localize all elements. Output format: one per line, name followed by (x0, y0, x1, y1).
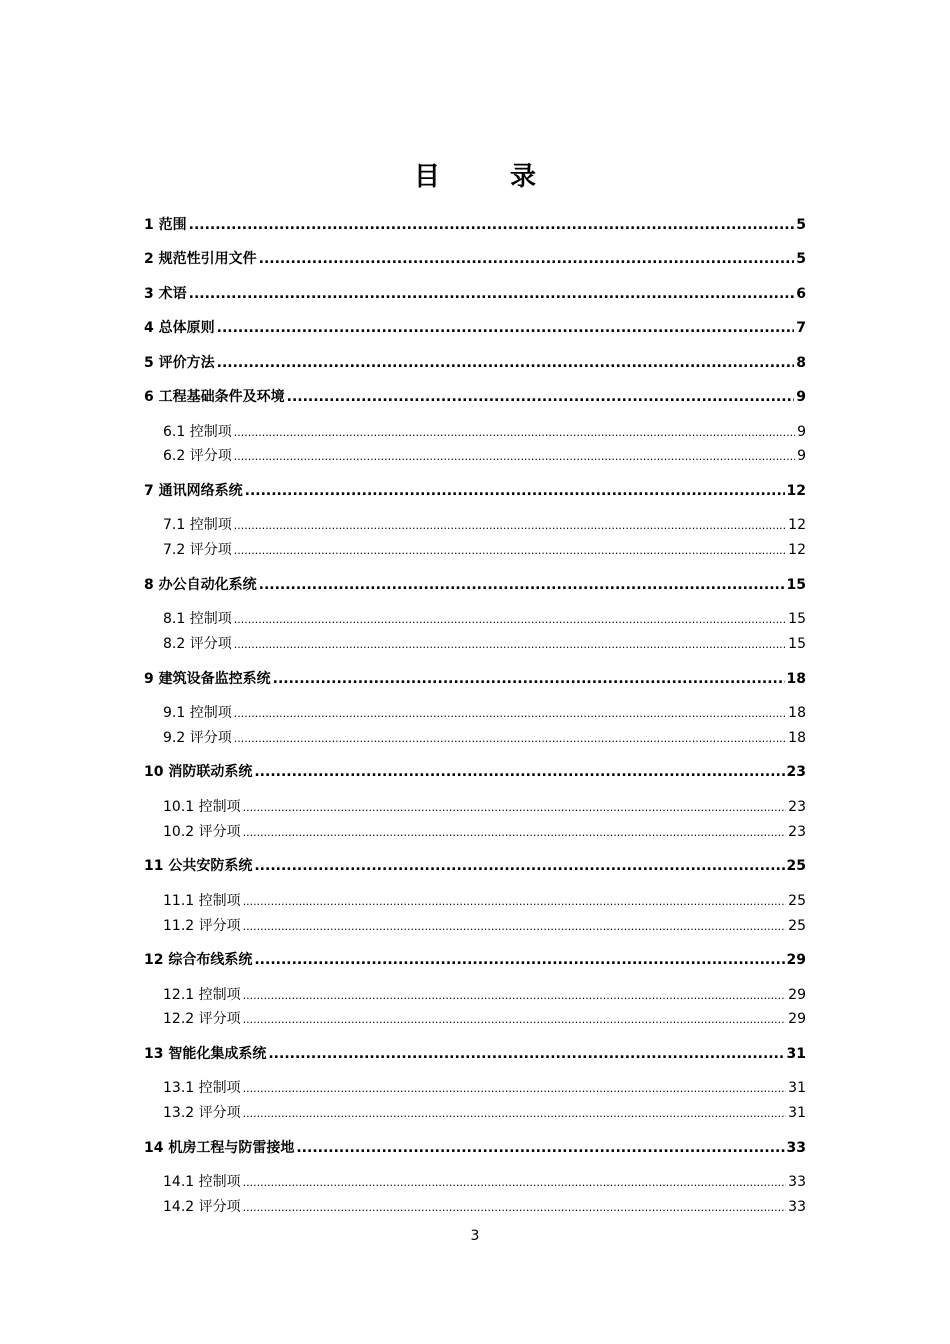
toc-entry-section (163, 539, 806, 559)
toc-entry-page: 18 (786, 671, 806, 687)
toc-entry-label: 9 建筑设备监控系统 (144, 671, 271, 687)
toc-leader-dots (234, 424, 795, 440)
toc-leader-dots (234, 448, 795, 464)
toc-entry-section (163, 608, 806, 628)
toc-entry-page: 31 (788, 1080, 806, 1096)
toc-entry-chapter (144, 761, 806, 781)
toc-entry-section (163, 727, 806, 747)
toc-leader-dots (254, 764, 784, 780)
toc-entry-page: 31 (788, 1105, 806, 1121)
toc-leader-dots (217, 355, 795, 371)
toc-leader-dots (243, 1011, 787, 1027)
toc-entry-label: 1 范围 (144, 217, 187, 233)
toc-entry-page: 5 (796, 217, 806, 233)
toc-leader-dots (259, 251, 795, 267)
toc-entry-page: 7 (796, 320, 806, 336)
toc-entry-label: 6.1 控制项 (163, 424, 232, 440)
toc-entry-page: 6 (796, 286, 806, 302)
toc-leader-dots (268, 1046, 784, 1062)
toc-entry-chapter (144, 1137, 806, 1157)
toc-entry-page: 9 (797, 448, 806, 464)
toc-entry-page: 31 (786, 1046, 806, 1062)
toc-entry-page: 25 (786, 858, 806, 874)
page-title: 目 录 (413, 162, 558, 192)
toc-entry-label: 10.1 控制项 (163, 799, 241, 815)
toc-leader-dots (243, 918, 787, 934)
toc-entry-chapter (144, 1043, 806, 1063)
toc-entry-section (163, 702, 806, 722)
toc-entry-page: 12 (786, 483, 806, 499)
toc-entry-page: 18 (788, 730, 806, 746)
toc-entry-label: 7 通讯网络系统 (144, 483, 243, 499)
toc-entry-page: 12 (788, 542, 806, 558)
toc-entry-page: 29 (786, 952, 806, 968)
toc-entry-label: 11 公共安防系统 (144, 858, 253, 874)
toc-leader-dots (189, 286, 795, 302)
toc-entry-label: 4 总体原则 (144, 320, 215, 336)
toc-leader-dots (243, 1199, 787, 1215)
toc-entry-page: 33 (788, 1174, 806, 1190)
toc-entry-section (163, 421, 806, 441)
toc-entry-label: 14 机房工程与防雷接地 (144, 1140, 295, 1156)
toc-leader-dots (243, 987, 787, 1003)
toc-leader-dots (234, 705, 786, 721)
toc-entry-section (163, 1102, 806, 1122)
toc-leader-dots (259, 577, 785, 593)
toc-entry-page: 29 (788, 987, 806, 1003)
toc-entry-page: 5 (796, 251, 806, 267)
toc-leader-dots (189, 217, 795, 233)
toc-entry-chapter (144, 949, 806, 969)
toc-leader-dots (243, 824, 787, 840)
toc-entry-section (163, 1171, 806, 1191)
toc-leader-dots (243, 1105, 787, 1121)
toc-entry-chapter (144, 855, 806, 875)
toc-entry-label: 2 规范性引用文件 (144, 251, 257, 267)
toc-leader-dots (254, 858, 784, 874)
toc-entry-page: 9 (796, 389, 806, 405)
toc-entry-page: 9 (797, 424, 806, 440)
toc-entry-page: 15 (788, 636, 806, 652)
toc-entry-chapter (144, 574, 806, 594)
toc-entry-label: 7.2 评分项 (163, 542, 232, 558)
toc-leader-dots (296, 1140, 784, 1156)
toc-leader-dots (245, 483, 785, 499)
toc-leader-dots (254, 952, 784, 968)
page-number: 3 (470, 1228, 480, 1244)
toc-entry-label: 9.1 控制项 (163, 705, 232, 721)
toc-entry-label: 13.1 控制项 (163, 1080, 241, 1096)
toc-entry-label: 10 消防联动系统 (144, 764, 253, 780)
toc-entry-page: 33 (788, 1199, 806, 1215)
toc-entry-page: 15 (786, 577, 806, 593)
toc-entry-label: 9.2 评分项 (163, 730, 232, 746)
toc-entry-page: 15 (788, 611, 806, 627)
toc-entry-section (163, 1077, 806, 1097)
toc-entry-label: 5 评价方法 (144, 355, 215, 371)
toc-entry-section (163, 445, 806, 465)
toc-leader-dots (243, 799, 787, 815)
toc-leader-dots (217, 320, 795, 336)
toc-entry-chapter (144, 668, 806, 688)
toc-entry-page: 33 (786, 1140, 806, 1156)
toc-entry-section (163, 1008, 806, 1028)
toc-entry-label: 13 智能化集成系统 (144, 1046, 267, 1062)
toc-entry-label: 10.2 评分项 (163, 824, 241, 840)
toc-entry-section (163, 796, 806, 816)
toc-leader-dots (243, 893, 787, 909)
toc-entry-label: 12 综合布线系统 (144, 952, 253, 968)
toc-entry-section (163, 821, 806, 841)
toc-entry-chapter (144, 352, 806, 372)
toc-entry-section (163, 1196, 806, 1216)
toc-entry-section (163, 514, 806, 534)
toc-entry-label: 8.2 评分项 (163, 636, 232, 652)
toc-entry-page: 25 (788, 918, 806, 934)
toc-entry-label: 11.2 评分项 (163, 918, 241, 934)
toc-entry-label: 12.1 控制项 (163, 987, 241, 1003)
toc-leader-dots (234, 611, 786, 627)
toc-entry-label: 14.1 控制项 (163, 1174, 241, 1190)
toc-leader-dots (234, 730, 786, 746)
toc-entry-section (163, 890, 806, 910)
toc-entry-page: 29 (788, 1011, 806, 1027)
toc-entry-label: 8 办公自动化系统 (144, 577, 257, 593)
toc-leader-dots (234, 636, 786, 652)
toc-leader-dots (243, 1080, 787, 1096)
toc-leader-dots (234, 542, 786, 558)
toc-entry-label: 13.2 评分项 (163, 1105, 241, 1121)
toc-entry-chapter (144, 480, 806, 500)
toc-leader-dots (273, 671, 785, 687)
toc-entry-section (163, 915, 806, 935)
toc-entry-page: 23 (788, 824, 806, 840)
toc-entry-label: 12.2 评分项 (163, 1011, 241, 1027)
toc-entry-label: 11.1 控制项 (163, 893, 241, 909)
toc-entry-chapter (144, 248, 806, 268)
toc-leader-dots (243, 1174, 787, 1190)
toc-entry-page: 23 (788, 799, 806, 815)
toc-entry-label: 14.2 评分项 (163, 1199, 241, 1215)
toc-leader-dots (234, 517, 786, 533)
toc-entry-section (163, 633, 806, 653)
toc-entry-label: 3 术语 (144, 286, 187, 302)
toc-entry-section (163, 984, 806, 1004)
toc-entry-chapter (144, 214, 806, 234)
toc-entry-page: 18 (788, 705, 806, 721)
toc-entry-page: 8 (796, 355, 806, 371)
toc-entry-page: 12 (788, 517, 806, 533)
toc-entry-chapter (144, 386, 806, 406)
toc-entry-chapter (144, 283, 806, 303)
toc-entry-label: 8.1 控制项 (163, 611, 232, 627)
toc-entry-chapter (144, 317, 806, 337)
toc-entry-page: 23 (786, 764, 806, 780)
toc-entry-label: 7.1 控制项 (163, 517, 232, 533)
toc-entry-page: 25 (788, 893, 806, 909)
toc-entry-label: 6.2 评分项 (163, 448, 232, 464)
toc-leader-dots (287, 389, 795, 405)
toc-entry-label: 6 工程基础条件及环境 (144, 389, 285, 405)
